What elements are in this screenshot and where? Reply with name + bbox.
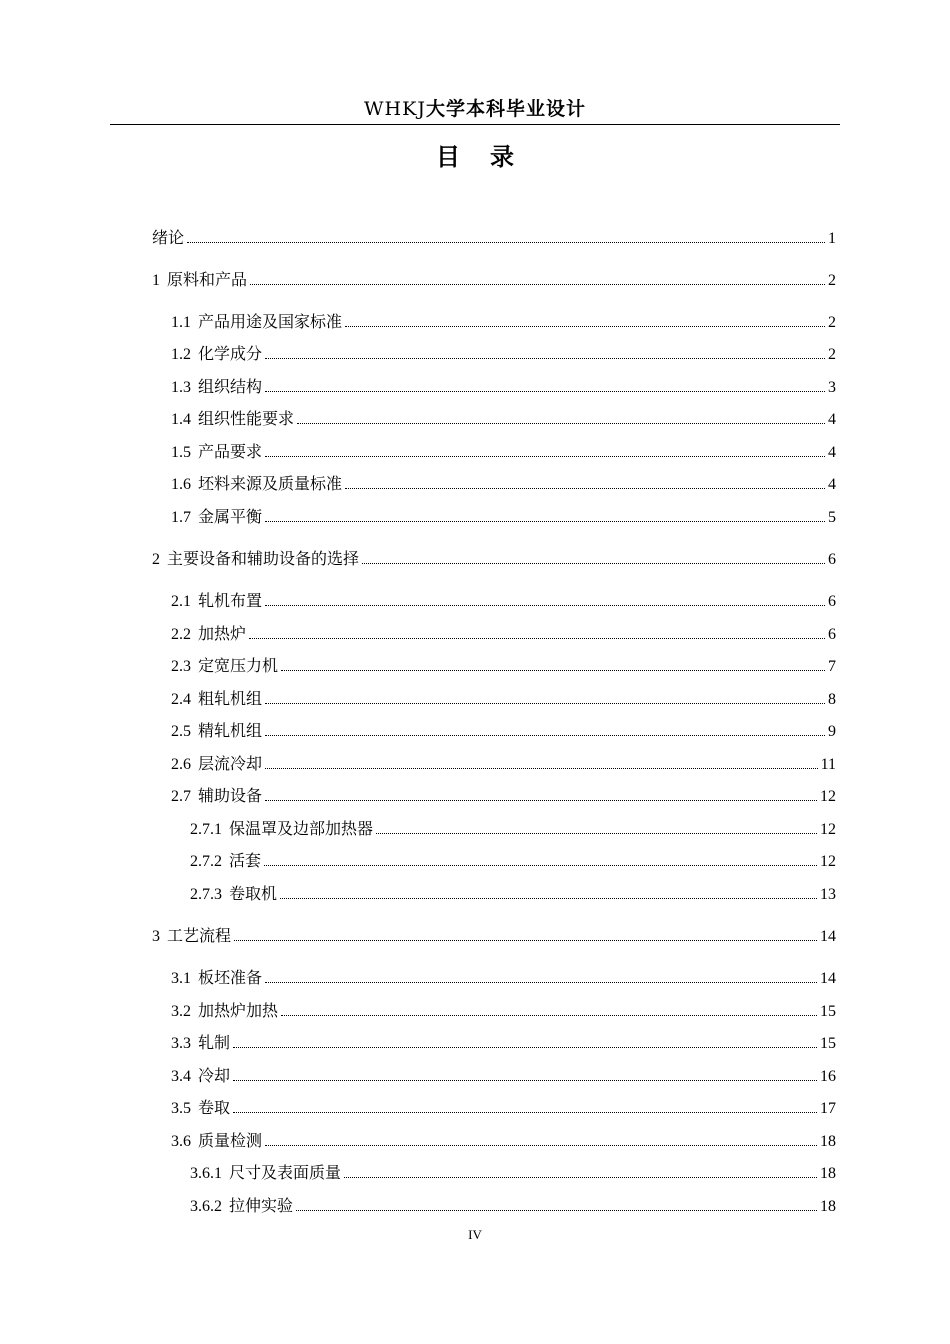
- toc-dot-leader: [281, 670, 825, 671]
- toc-dot-leader: [233, 1112, 817, 1113]
- toc-entry-title: 组织结构: [198, 377, 263, 396]
- toc-entry[interactable]: [190, 817, 836, 841]
- toc-dot-leader: [280, 898, 817, 899]
- toc-entry-number: 1.4: [171, 411, 191, 428]
- toc-entry-title: 定宽压力机: [198, 656, 279, 675]
- toc-entry-number: 2.6: [171, 756, 191, 773]
- toc-entry[interactable]: [171, 1129, 836, 1153]
- toc-dot-leader: [265, 391, 825, 392]
- toc-entry[interactable]: [171, 342, 836, 366]
- toc-entry-title: 产品要求: [198, 442, 263, 461]
- toc-entry[interactable]: [152, 924, 836, 948]
- toc-entry-page: 18: [820, 1165, 836, 1182]
- toc-entry-page: 2: [828, 314, 836, 331]
- toc-entry-page: 4: [828, 411, 836, 428]
- toc-entry[interactable]: [171, 784, 836, 808]
- toc-entry-title: 坯料来源及质量标准: [198, 474, 343, 493]
- toc-entry[interactable]: [190, 882, 836, 906]
- toc-entry[interactable]: [171, 375, 836, 399]
- toc-entry-page: 18: [820, 1198, 836, 1215]
- toc-entry-title: 尺寸及表面质量: [229, 1163, 342, 1182]
- toc-dot-leader: [187, 242, 825, 243]
- toc-entry-page: 4: [828, 476, 836, 493]
- toc-entry-title: 轧机布置: [198, 591, 263, 610]
- toc-entry-number: 3.1: [171, 970, 191, 987]
- toc-entry-number: 2.3: [171, 658, 191, 675]
- toc-entry[interactable]: [190, 1194, 836, 1218]
- toc-entry-title: 精轧机组: [198, 721, 263, 740]
- toc-entry-title: 产品用途及国家标准: [198, 312, 343, 331]
- toc-dot-leader: [265, 605, 825, 606]
- toc-entry-number: 3.4: [171, 1068, 191, 1085]
- toc-entry[interactable]: [171, 622, 836, 646]
- toc-entry-page: 14: [820, 970, 836, 987]
- toc-entry-page: 6: [828, 593, 836, 610]
- toc-entry-page: 1: [828, 230, 836, 247]
- toc-entry-page: 7: [828, 658, 836, 675]
- toc-dot-leader: [265, 521, 825, 522]
- toc-dot-leader: [250, 284, 825, 285]
- toc-dot-leader: [233, 1047, 817, 1048]
- toc-entry[interactable]: [171, 1031, 836, 1055]
- toc-entry-number: 3: [152, 928, 160, 945]
- toc-entry-number: 1: [152, 272, 160, 289]
- toc-dot-leader: [265, 735, 825, 736]
- toc-entry-number: 2: [152, 551, 160, 568]
- toc-entry-title: 层流冷却: [198, 754, 263, 773]
- toc-entry-title: 卷取: [198, 1098, 231, 1117]
- toc-entry-number: 3.5: [171, 1100, 191, 1117]
- toc-dot-leader: [362, 563, 825, 564]
- toc-entry[interactable]: [190, 849, 836, 873]
- toc-entry-page: 16: [820, 1068, 836, 1085]
- toc-entry-number: 2.2: [171, 626, 191, 643]
- toc-dot-leader: [376, 833, 817, 834]
- toc-entry-page: 14: [820, 928, 836, 945]
- toc-entry-title: 轧制: [198, 1033, 231, 1052]
- toc-entry[interactable]: [171, 719, 836, 743]
- toc-entry-number: 2.7.2: [190, 853, 222, 870]
- toc-entry-number: 3.6.2: [190, 1198, 222, 1215]
- toc-entry-page: 5: [828, 509, 836, 526]
- toc-entry[interactable]: [171, 407, 836, 431]
- toc-entry-title: 卷取机: [229, 884, 278, 903]
- toc-entry-number: 2.7: [171, 788, 191, 805]
- toc-entry[interactable]: [171, 654, 836, 678]
- toc-entry-number: 2.7.3: [190, 886, 222, 903]
- toc-entry-number: 1.2: [171, 346, 191, 363]
- toc-entry-number: 3.2: [171, 1003, 191, 1020]
- toc-entry-page: 2: [828, 272, 836, 289]
- toc-entry-page: 6: [828, 551, 836, 568]
- toc-entry[interactable]: [171, 589, 836, 613]
- toc-entry-title: 辅助设备: [198, 786, 263, 805]
- toc-dot-leader: [264, 865, 817, 866]
- toc-entry-number: 1.7: [171, 509, 191, 526]
- toc-entry-title: 板坯准备: [198, 968, 263, 987]
- toc-entry-page: 12: [820, 821, 836, 838]
- toc-dot-leader: [265, 982, 817, 983]
- toc-dot-leader: [296, 1210, 817, 1211]
- toc-entry-title: 原料和产品: [167, 270, 248, 289]
- toc-entry-page: 15: [820, 1035, 836, 1052]
- toc-entry[interactable]: [171, 505, 836, 529]
- toc-entry-page: 3: [828, 379, 836, 396]
- toc-entry[interactable]: [152, 268, 836, 292]
- toc-dot-leader: [234, 940, 817, 941]
- toc-dot-leader: [281, 1015, 817, 1016]
- toc-entry-page: 12: [820, 853, 836, 870]
- toc-entry[interactable]: [171, 1096, 836, 1120]
- toc-entry-number: 2.7.1: [190, 821, 222, 838]
- toc-entry-number: 1.5: [171, 444, 191, 461]
- toc-entry-page: 2: [828, 346, 836, 363]
- toc-entry-title: 绪论: [152, 228, 185, 247]
- toc-entry[interactable]: [171, 966, 836, 990]
- toc-entry-title: 主要设备和辅助设备的选择: [167, 549, 360, 568]
- toc-entry-title: 保温罩及边部加热器: [229, 819, 374, 838]
- toc-entry-page: 15: [820, 1003, 836, 1020]
- toc-dot-leader: [345, 488, 825, 489]
- toc-entry-title: 粗轧机组: [198, 689, 263, 708]
- toc-entry[interactable]: [171, 687, 836, 711]
- toc-dot-leader: [265, 1145, 817, 1146]
- toc-dot-leader: [265, 703, 825, 704]
- toc-entry-page: 18: [820, 1133, 836, 1150]
- header-university-text: 大学本科毕业设计: [425, 98, 586, 120]
- toc-entry-number: 3.3: [171, 1035, 191, 1052]
- toc-entry-page: 11: [820, 756, 836, 773]
- page-number: IV: [468, 1227, 482, 1242]
- toc-entry-title: 冷却: [198, 1066, 231, 1085]
- toc-entry-page: 9: [828, 723, 836, 740]
- toc-dot-leader: [265, 768, 818, 769]
- toc-entry-title: 质量检测: [198, 1131, 263, 1150]
- toc-entry-page: 4: [828, 444, 836, 461]
- toc-dot-leader: [249, 638, 825, 639]
- toc-entry[interactable]: [190, 1161, 836, 1185]
- toc-entry[interactable]: [171, 440, 836, 464]
- toc-entry[interactable]: [171, 310, 836, 334]
- toc-dot-leader: [233, 1080, 817, 1081]
- toc-entry-title: 工艺流程: [167, 926, 232, 945]
- toc-dot-leader: [297, 423, 825, 424]
- toc-entry-title: 加热炉: [198, 624, 247, 643]
- toc-entry-number: 2.5: [171, 723, 191, 740]
- header-rule: [110, 124, 840, 125]
- toc-entry[interactable]: [152, 226, 836, 250]
- toc-entry-number: 3.6.1: [190, 1165, 222, 1182]
- toc-dot-leader: [265, 800, 817, 801]
- toc-entry-number: 3.6: [171, 1133, 191, 1150]
- header-prefix: WHKJ: [364, 98, 426, 120]
- toc-entry-page: 8: [828, 691, 836, 708]
- toc-entry-number: 2.4: [171, 691, 191, 708]
- toc-entry-title: 组织性能要求: [198, 409, 295, 428]
- toc-dot-leader: [265, 456, 825, 457]
- toc-entry[interactable]: [152, 547, 836, 571]
- toc-dot-leader: [345, 326, 825, 327]
- toc-entry-title: 金属平衡: [198, 507, 263, 526]
- toc-entry[interactable]: [171, 752, 836, 776]
- page-header: [0, 94, 950, 121]
- toc-entry-page: 17: [820, 1100, 836, 1117]
- toc-entry-title: 拉伸实验: [229, 1196, 294, 1215]
- toc-entry-number: 1.6: [171, 476, 191, 493]
- toc-entry[interactable]: [171, 999, 836, 1023]
- toc-dot-leader: [265, 358, 825, 359]
- toc-entry-title: 加热炉加热: [198, 1001, 279, 1020]
- toc-entry-number: 2.1: [171, 593, 191, 610]
- toc-dot-leader: [344, 1177, 817, 1178]
- toc-entry-page: 13: [820, 886, 836, 903]
- page-title: 目录: [436, 143, 544, 171]
- toc-entry[interactable]: [171, 1064, 836, 1088]
- toc-entry-page: 6: [828, 626, 836, 643]
- toc-entry-title: 活套: [229, 851, 262, 870]
- toc-entry-title: 化学成分: [198, 344, 263, 363]
- toc-entry-number: 1.1: [171, 314, 191, 331]
- toc-entry-page: 12: [820, 788, 836, 805]
- toc-entry-number: 1.3: [171, 379, 191, 396]
- toc-entry[interactable]: [171, 472, 836, 496]
